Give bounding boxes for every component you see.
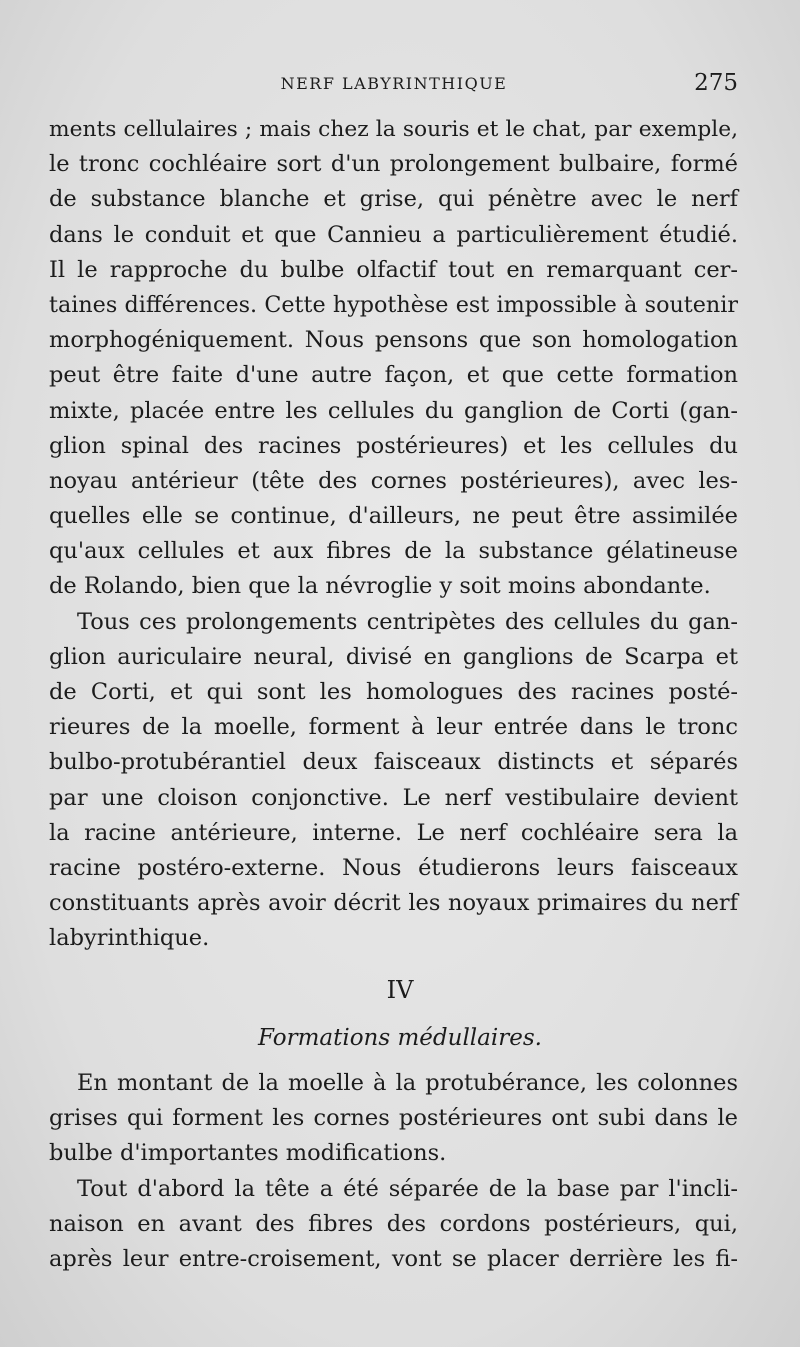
paragraph (49, 605, 738, 957)
text-line: Tout d'abord la tête a été séparée de la base par l'incli- (77, 1175, 738, 1202)
text-line: peut être faite d'une autre façon, et que cette formation (49, 362, 738, 389)
body-text-before-section (49, 112, 738, 957)
running-head (50, 70, 738, 104)
text-line: glion spinal des racines postérieures) et les cellules du (49, 432, 738, 459)
text-line: mixte, placée entre les cellules du ganglion de Corti (gan- (49, 397, 738, 424)
text-line: naison en avant des fibres des cordons postérieurs, qui, (49, 1210, 738, 1237)
text-line: le tronc cochléaire sort d'un prolongement bulbaire, formé (49, 151, 738, 178)
text-line: ments cellulaires ; mais chez la souris et le chat, par exemple, (49, 117, 738, 142)
text-line: noyau antérieur (tête des cornes postérieures), avec les- (49, 467, 738, 494)
text-line: après leur entre-croisement, vont se placer derrière les fi- (49, 1245, 738, 1272)
section-number: IV (386, 976, 414, 1004)
text-line: bulbo-protubérantiel deux faisceaux distincts et séparés (49, 749, 738, 776)
text-line: bulbe d'importantes modifications. (49, 1140, 447, 1167)
text-line: grises qui forment les cornes postérieures ont subi dans le (49, 1105, 738, 1132)
text-line: dans le conduit et que Cannieu a particulièrement étudié. (49, 221, 738, 248)
text-line: de Rolando, bien que la névroglie y soit moins abondante. (49, 573, 711, 600)
paragraph (49, 112, 738, 605)
text-line: constituants après avoir décrit les noyaux primaires du nerf (49, 890, 738, 917)
text-line: Tous ces prolongements centripètes des cellules du gan- (77, 608, 738, 635)
running-title: NERF LABYRINTHIQUE (280, 74, 508, 93)
page-number: 275 (694, 70, 738, 96)
text-line: morphogéniquement. Nous pensons que son homologation (49, 327, 738, 354)
text-line: racine postéro-externe. Nous étudierons leurs faisceaux (49, 854, 738, 881)
text-line: Il le rapproche du bulbe olfactif tout en remarquant cer- (49, 256, 738, 283)
text-line: qu'aux cellules et aux fibres de la substance gélatineuse (49, 538, 738, 565)
text-line: la racine antérieure, interne. Le nerf cochléaire sera la (49, 819, 738, 846)
text-line: quelles elle se continue, d'ailleurs, ne peut être assimilée (49, 503, 738, 530)
paragraph (49, 1172, 738, 1278)
text-line: labyrinthique. (49, 925, 210, 952)
text-line: En montant de la moelle à la protubérance, les colonnes (77, 1070, 738, 1096)
section-title: Formations médullaires. (258, 1025, 542, 1051)
text-line: de substance blanche et grise, qui pénètre avec le nerf (49, 186, 738, 213)
paragraph (49, 1066, 738, 1172)
text-line: taines différences. Cette hypothèse est impossible à soutenir (49, 291, 738, 318)
text-line: rieures de la moelle, forment à leur entrée dans le tronc (49, 714, 738, 741)
text-line: glion auriculaire neural, divisé en ganglions de Scarpa et (49, 643, 738, 670)
body-text-after-section (49, 1066, 738, 1277)
text-line: de Corti, et qui sont les homologues des racines posté- (49, 679, 738, 705)
text-line: par une cloison conjonctive. Le nerf vestibulaire devient (49, 784, 738, 811)
